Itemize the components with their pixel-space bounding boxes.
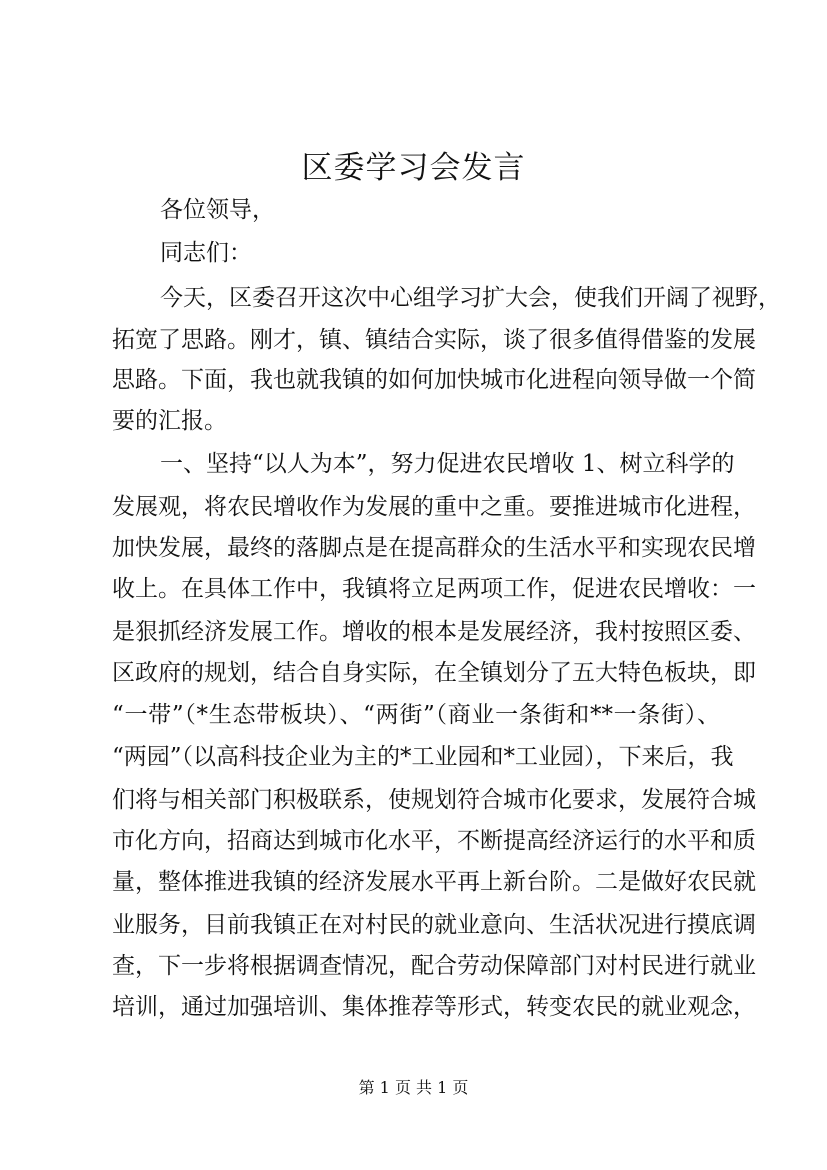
paragraph-line: 区政府的规划，结合自身实际，在全镇划分了五大特色板块，即 [112, 660, 756, 686]
paragraph-line: 今天，区委召开这次中心组学习扩大会，使我们开阔了视野， [160, 285, 781, 311]
paragraph-line: 们将与相关部门积极联系，使规划符合城市化要求，发展符合城 [112, 787, 756, 813]
paragraph-line: 业服务，目前我镇正在对村民的就业意向、生活状况进行摸底调 [112, 912, 756, 938]
paragraph-line: 要的汇报。 [112, 408, 227, 434]
paragraph-line: 拓宽了思路。刚才，镇、镇结合实际，谈了很多值得借鉴的发展 [112, 327, 756, 353]
page-footer: 第 1 页 共 1 页 [358, 1078, 469, 1097]
paragraph-line: 量，整体推进我镇的经济发展水平再上新台阶。二是做好农民就 [112, 869, 756, 895]
paragraph-line: “一带”（*生态带板块）、“两街”（商业一条街和**一条街）、 [112, 702, 720, 728]
salutation-leaders: 各位领导， [160, 197, 275, 223]
paragraph-line: 培训，通过加强培训、集体推荐等形式，转变农民的就业观念， [112, 994, 756, 1020]
paragraph-line: 查，下一步将根据调查情况，配合劳动保障部门对村民进行就业 [112, 953, 756, 979]
paragraph-line: 市化方向，招商达到城市化水平，不断提高经济运行的水平和质 [112, 828, 756, 854]
paragraph-line: 思路。下面，我也就我镇的如何加快城市化进程向领导做一个简 [112, 367, 756, 393]
paragraph-line: 一、坚持“以人为本”，努力促进农民增收 1、树立科学的 [160, 451, 735, 477]
paragraph-line: 收上。在具体工作中，我镇将立足两项工作，促进农民增收：一 [112, 576, 756, 602]
paragraph-line: 是狠抓经济发展工作。增收的根本是发展经济，我村按照区委、 [112, 619, 756, 645]
paragraph-line: 加快发展，最终的落脚点是在提高群众的生活水平和实现农民增 [112, 535, 756, 561]
document-title: 区委学习会发言 [301, 150, 526, 186]
paragraph-line: 发展观，将农民增收作为发展的重中之重。要推进城市化进程， [112, 494, 756, 520]
paragraph-line: “两园”（以高科技企业为主的*工业园和*工业园），下来后，我 [112, 744, 734, 770]
salutation-comrades: 同志们： [160, 240, 252, 266]
